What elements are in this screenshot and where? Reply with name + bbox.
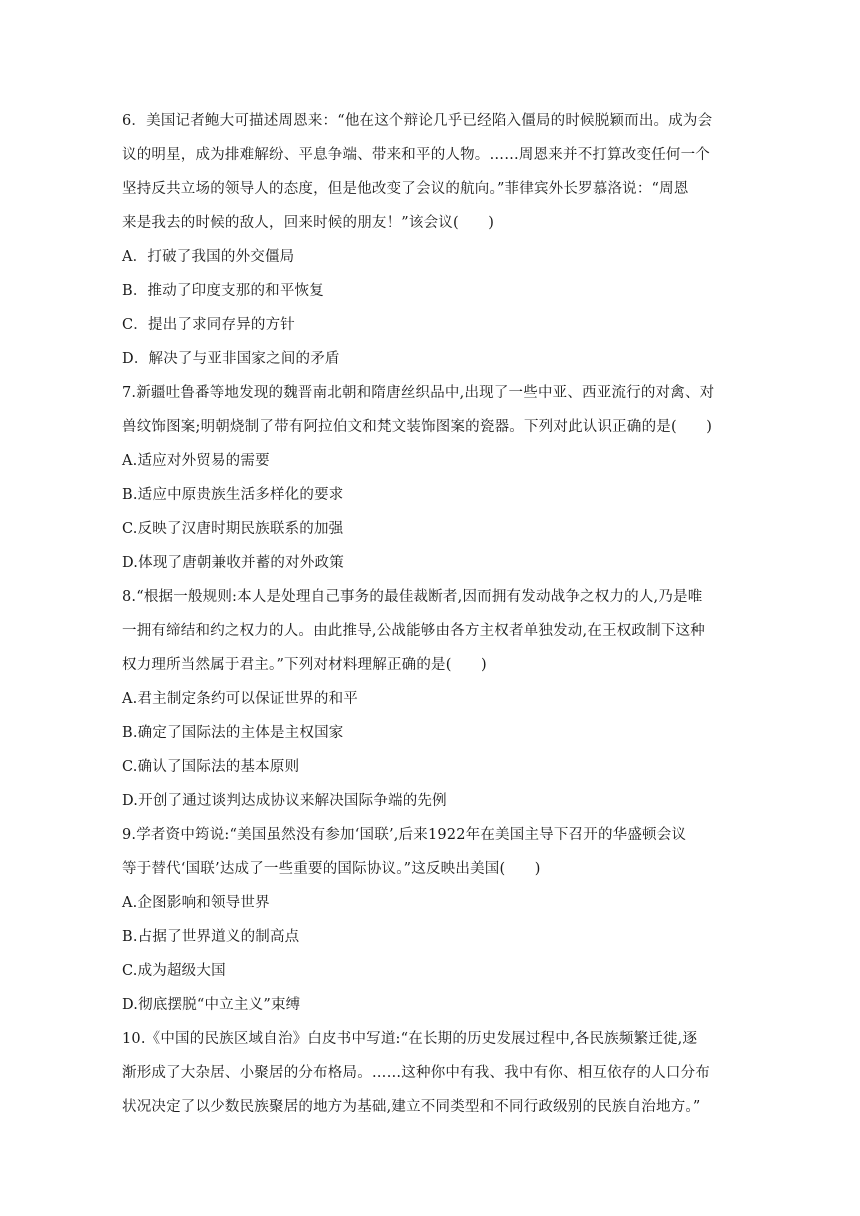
option-a: A.适应对外贸易的需要 (122, 453, 270, 469)
option-c: C.成为超级大国 (122, 963, 226, 979)
option-c: C.确认了国际法的基本原则 (122, 759, 300, 775)
option-d: D.体现了唐朝兼收并蓄的对外政策 (122, 555, 344, 571)
question-7 (122, 376, 742, 580)
option-b: B.适应中原贵族生活多样化的要求 (122, 487, 344, 503)
option-d: D．解决了与亚非国家之间的矛盾 (122, 351, 340, 367)
stem-line: 7.新疆吐鲁番等地发现的魏晋南北朝和隋唐丝织品中,出现了一些中亚、西亚流行的对禽、对 (122, 385, 715, 401)
option-b: B．推动了印度支那的和平恢复 (122, 283, 324, 299)
stem-line: 渐形成了大杂居、小聚居的分布格局。……这种你中有我、我中有你、相互依存的人口分布 (122, 1065, 710, 1081)
question-6 (122, 104, 742, 376)
stem-line: 兽纹饰图案;明朝烧制了带有阿拉伯文和梵文装饰图案的瓷器。下列对此认识正确的是( ) (122, 419, 713, 435)
question-10 (122, 1022, 742, 1124)
question-stem (122, 818, 742, 886)
option-b: B.占据了世界道义的制高点 (122, 929, 300, 945)
stem-line: 一拥有缔结和约之权力的人。由此推导,公战能够由各方主权者单独发动,在王权政制下这种 (122, 623, 705, 639)
stem-line: 等于替代‘国联’达成了一些重要的国际协议。”这反映出美国( ) (122, 861, 541, 877)
question-stem (122, 104, 742, 240)
stem-line: 9.学者资中筠说:“美国虽然没有参加‘国联’,后来1922年在美国主导下召开的华盛顿会议 (122, 827, 687, 843)
stem-line: 10.《中国的民族区域自治》白皮书中写道:“在长期的历史发展过程中,各民族频繁迁徙,逐 (122, 1031, 698, 1047)
option-c: C．提出了求同存异的方针 (122, 317, 295, 333)
question-8 (122, 580, 742, 818)
option-b: B.确定了国际法的主体是主权国家 (122, 725, 344, 741)
question-9 (122, 818, 742, 1022)
option-d: D.彻底摆脱“中立主义”束缚 (122, 997, 301, 1013)
option-a: A.君主制定条约可以保证世界的和平 (122, 691, 358, 707)
stem-line: 坚持反共立场的领导人的态度，但是他改变了会议的航向。”菲律宾外长罗慕洛说：“周恩 (122, 181, 689, 197)
question-stem (122, 1022, 742, 1124)
stem-line: 8.“根据一般规则:本人是处理自己事务的最佳裁断者,因而拥有发动战争之权力的人,乃是唯 (122, 589, 703, 605)
option-a: A．打破了我国的外交僵局 (122, 249, 295, 265)
option-d: D.开创了通过谈判达成协议来解决国际争端的先例 (122, 793, 447, 809)
question-stem (122, 580, 742, 682)
option-a: A.企图影响和领导世界 (122, 895, 270, 911)
stem-line: 来是我去的时候的敌人，回来时候的朋友！”该会议( ) (122, 215, 495, 231)
stem-line: 权力理所当然属于君主。”下列对材料理解正确的是( ) (122, 657, 487, 673)
stem-line: 状况决定了以少数民族聚居的地方为基础,建立不同类型和不同行政级别的民族自治地方。” (122, 1099, 701, 1115)
question-stem (122, 376, 742, 444)
stem-line: 6．美国记者鲍大可描述周恩来：“他在这个辩论几乎已经陷入僵局的时候脱颖而出。成为会 (122, 113, 713, 129)
option-c: C.反映了汉唐时期民族联系的加强 (122, 521, 344, 537)
stem-line: 议的明星，成为排难解纷、平息争端、带来和平的人物。……周恩来并不打算改变任何一个 (122, 147, 710, 163)
